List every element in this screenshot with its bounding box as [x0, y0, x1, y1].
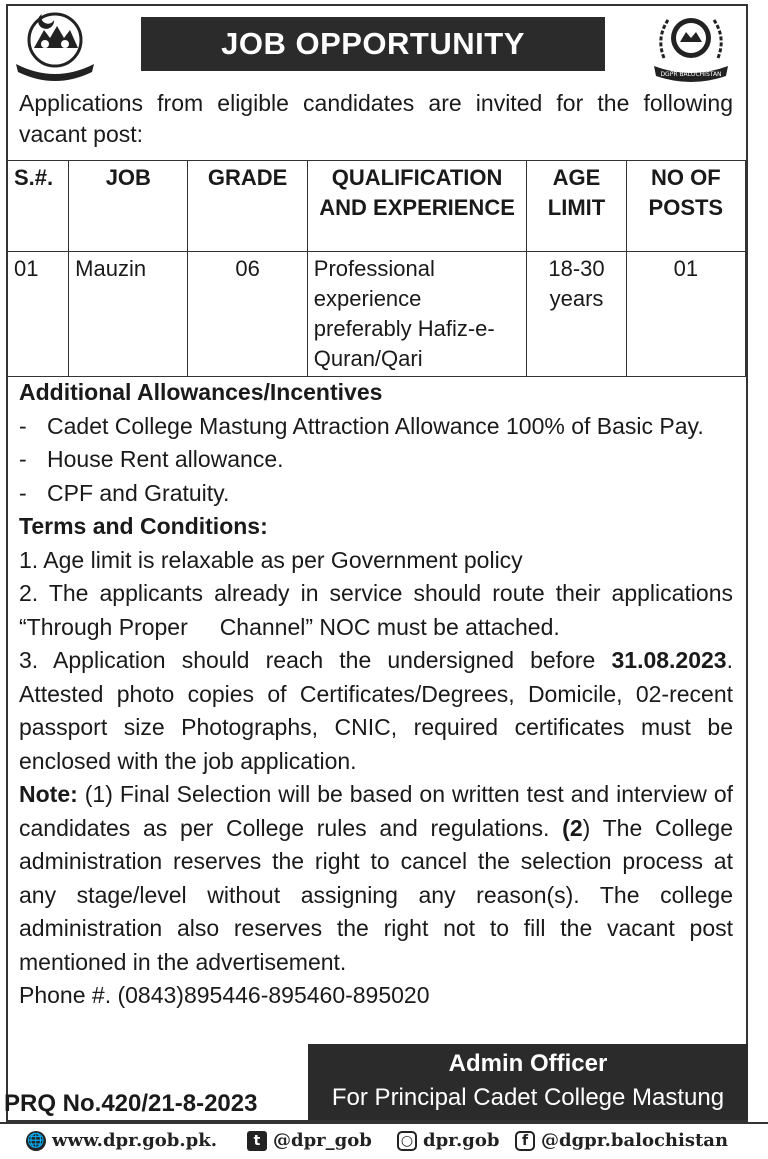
- terms-item-3-rest: . Attested photo copies of Certificates/Degrees, Domicile, 02-recent passport size Photographs, CNIC, required certificates must be enclosed with the job application.: [19, 647, 733, 774]
- dgpr-balochistan-logo: [650, 8, 732, 82]
- footer-website[interactable]: [26, 1130, 217, 1151]
- footer-facebook[interactable]: [515, 1130, 728, 1151]
- allowance-item-3: CPF and Gratuity.: [47, 479, 230, 506]
- phone-number: Phone #. (0843)895446-895460-895020: [19, 982, 430, 1008]
- prq-number: PRQ No.420/21-8-2023: [4, 1090, 258, 1117]
- note-text-2: ) The College administration reserves the right to cancel the selection process at any stage/level without assigning any reason(s). The college administration also reserves the right not to fill the vacant post mentioned in the advertisement.: [19, 814, 733, 975]
- twitter-handle: @dpr_gob: [273, 1130, 372, 1151]
- page-title: JOB OPPORTUNITY: [141, 17, 605, 71]
- header-no-of-posts: NO OF POSTS: [626, 161, 745, 252]
- terms-heading: Terms and Conditions:: [19, 513, 268, 539]
- allowance-item-1: Cadet College Mastung Attraction Allowance 100% of Basic Pay.: [47, 412, 704, 439]
- website-text: www.dpr.gob.pk.: [52, 1130, 217, 1151]
- signature-subtitle: For Principal Cadet College Mastung: [331, 1084, 725, 1111]
- allowances-heading: Additional Allowances/Incentives: [19, 379, 383, 405]
- note-num-2: (2: [562, 814, 583, 841]
- globe-icon: 🌐: [27, 1132, 45, 1149]
- facebook-icon: f: [515, 1131, 535, 1151]
- terms-item-3-text: 3. Application should reach the undersigned before: [19, 647, 612, 673]
- terms-item-3: [19, 644, 733, 778]
- balochistan-emblem-logo: [12, 8, 98, 82]
- header-qualification: QUALIFICATION AND EXPERIENCE: [307, 161, 527, 252]
- instagram-handle: dpr.gob: [423, 1130, 500, 1151]
- note-text-1: (1) Final Selection will be based on written test and interview of candidates as per College rules and regulations.: [19, 781, 733, 841]
- header-sno: S.#.: [8, 161, 69, 252]
- intro-text: Applications from eligible candidates are invited for the following vacant post:: [19, 90, 733, 147]
- header-age-limit: AGE LIMIT: [527, 161, 626, 252]
- note-label: Note:: [19, 781, 78, 807]
- cell-no-of-posts: 01: [626, 252, 745, 377]
- footer-twitter[interactable]: [247, 1130, 372, 1151]
- job-table: [7, 160, 746, 377]
- header-grade: GRADE: [188, 161, 307, 252]
- allowance-item-2: House Rent allowance.: [47, 446, 284, 472]
- dgpr-logo-text: DGPR BALOCHISTAN: [660, 71, 722, 78]
- cell-sno: 01: [8, 252, 69, 377]
- footer-bar: [0, 1122, 768, 1159]
- cell-job: Mauzin: [69, 252, 188, 377]
- deadline-date: 31.08.2023: [611, 647, 727, 673]
- list-item: - Cadet College Mastung Attraction Allowance 100% of Basic Pay.: [19, 410, 733, 444]
- terms-item-2: 2. The applicants already in service should route their applications “Through Proper Channel” NOC must be attached.: [19, 580, 740, 640]
- footer-instagram[interactable]: [397, 1130, 499, 1151]
- twitter-icon: t: [247, 1131, 267, 1151]
- note-paragraph: [19, 778, 733, 979]
- table-header-row: [8, 161, 746, 252]
- body-content: [19, 376, 740, 1013]
- cell-grade: 06: [188, 252, 307, 377]
- signature-block: [308, 1044, 748, 1120]
- table-row: [8, 252, 746, 377]
- header-job: JOB: [69, 161, 188, 252]
- facebook-handle: @dgpr.balochistan: [541, 1130, 729, 1151]
- cell-qualification: Professional experience preferably Hafiz-e-Quran/Qari: [307, 252, 527, 377]
- cell-age-limit: 18-30 years: [527, 252, 626, 377]
- list-item: - House Rent allowance.: [19, 443, 733, 477]
- terms-item-1: 1. Age limit is relaxable as per Government policy: [19, 546, 523, 573]
- list-item: - CPF and Gratuity.: [19, 477, 733, 511]
- signature-title: Admin Officer: [448, 1050, 608, 1077]
- instagram-icon: ○: [397, 1131, 417, 1151]
